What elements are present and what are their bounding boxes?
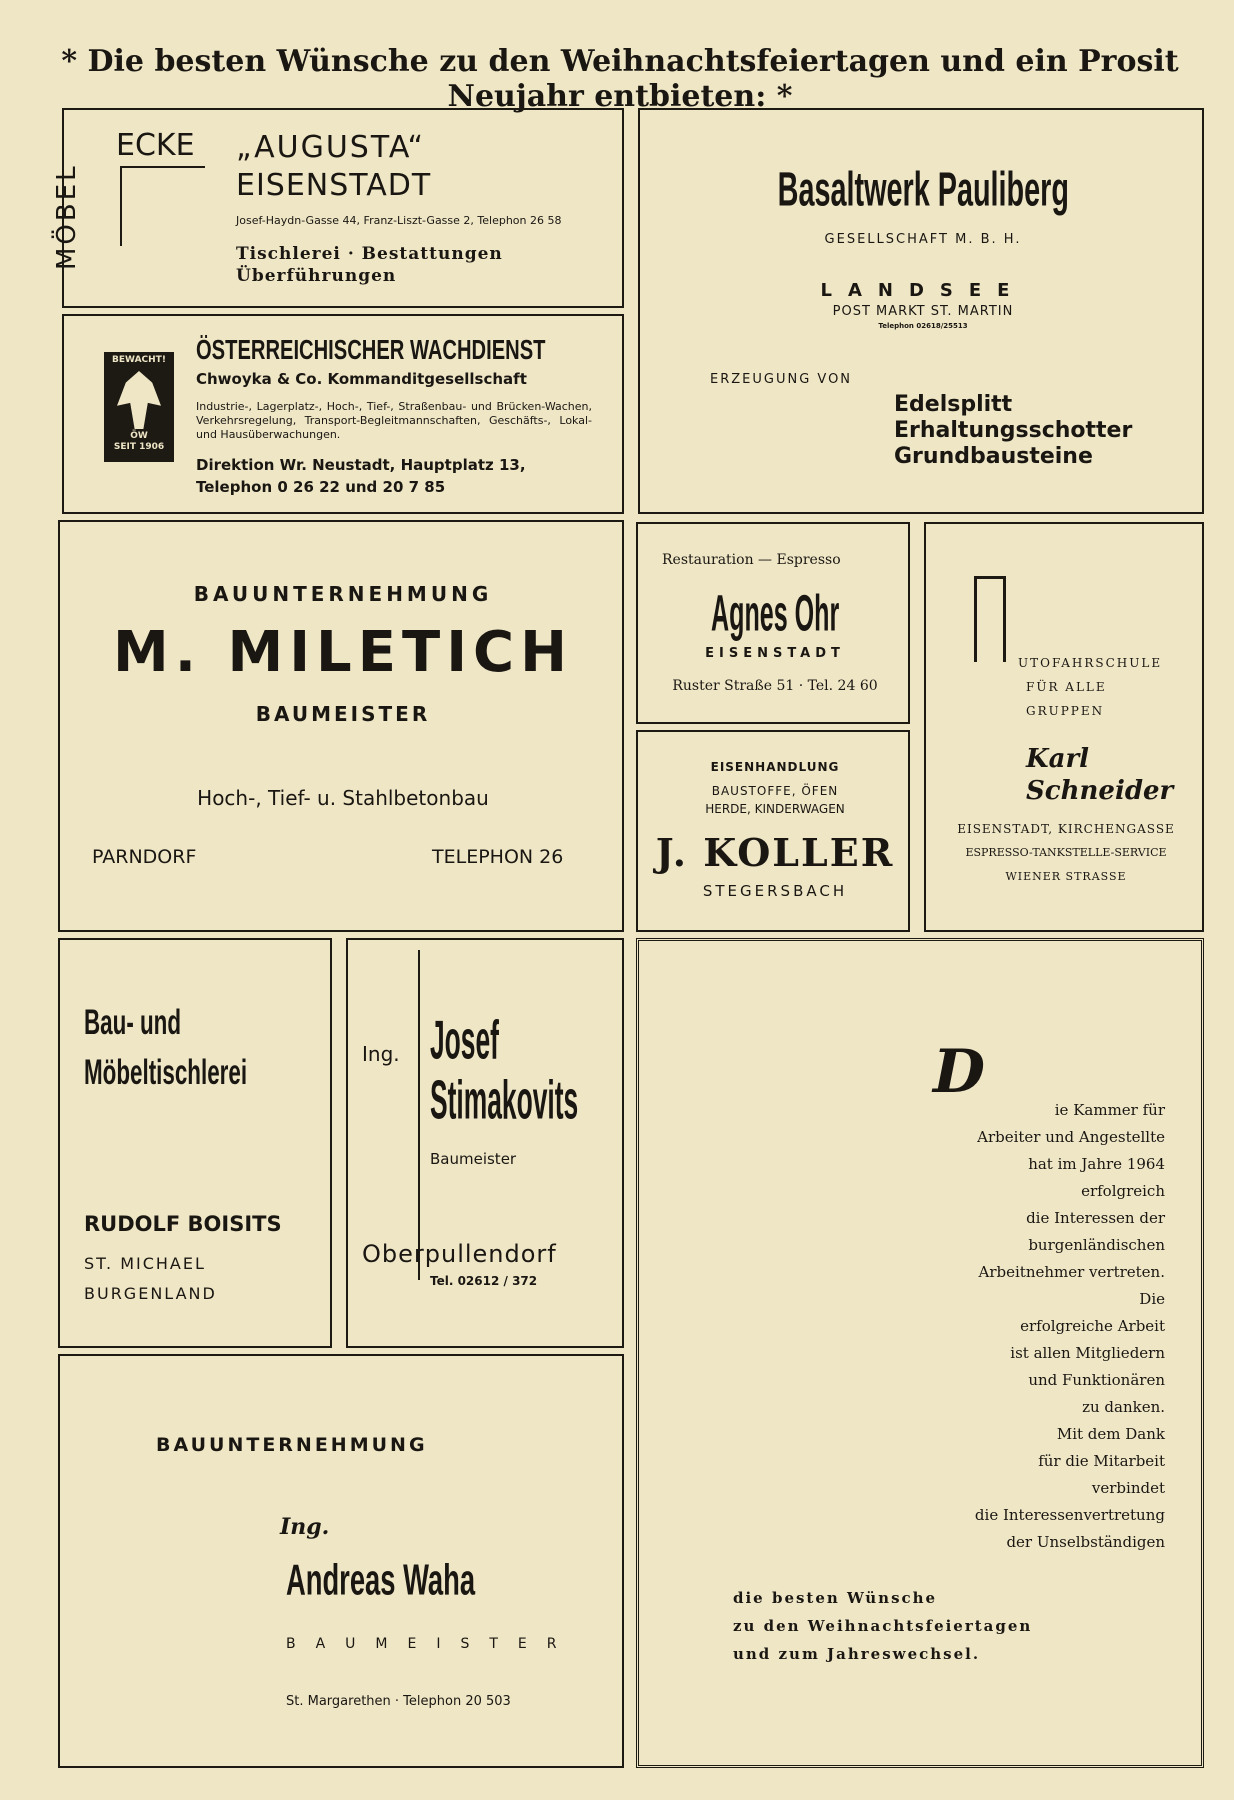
ohr-name: Agnes Ohr — [710, 586, 840, 643]
basalt-product-3: Grundbausteine — [894, 444, 1093, 469]
basalt-post: POST MARKT ST. MARTIN — [832, 304, 1014, 319]
stimakovits-first: Josef — [430, 1009, 499, 1071]
ornament-left: * — [61, 44, 78, 79]
stimakovits-first-wrap — [430, 1009, 545, 1072]
kammer-line: der Unselbständigen — [1006, 1533, 1165, 1551]
koller-type: EISENHANDLUNG — [710, 760, 840, 774]
waha-top: BAUUNTERNEHMUNG — [156, 1434, 428, 1456]
basalt-tel: Telephon 02618/25513 — [878, 322, 968, 330]
boisits-title-1-wrap — [84, 1004, 223, 1044]
basalt-erzeugung: ERZEUGUNG VON — [710, 372, 853, 387]
boisits-title-2-wrap — [84, 1054, 317, 1094]
kammer-closing-1: die besten Wünsche — [733, 1589, 938, 1607]
ad-boisits — [58, 938, 332, 1348]
augusta-rule-h — [120, 166, 205, 168]
kammer-line: Die — [1139, 1290, 1165, 1308]
kammer-line: Arbeiter und Angestellte — [977, 1128, 1165, 1146]
stimakovits-prefix: Ing. — [362, 1042, 400, 1066]
kammer-line: die Interessenvertretung — [974, 1506, 1165, 1524]
kammer-closing-2: zu den Weihnachtsfeiertagen — [733, 1617, 1033, 1635]
fahrschule-address: EISENSTADT, KIRCHENGASSE — [957, 822, 1175, 836]
badge-top: BEWACHT! — [112, 355, 166, 365]
basalt-company: GESELLSCHAFT M. B. H. — [824, 232, 1022, 247]
ad-miletich — [58, 520, 624, 932]
badge-bottom: SEIT 1906 — [113, 442, 165, 452]
basalt-place: LANDSEE — [820, 280, 1026, 301]
ad-fahrschule — [924, 522, 1204, 932]
ad-kammer — [636, 938, 1204, 1768]
stimakovits-title: Baumeister — [430, 1150, 517, 1168]
stimakovits-tel: Tel. 02612 / 372 — [430, 1274, 538, 1288]
kammer-line: Arbeitnehmer vertreten. — [978, 1263, 1165, 1281]
fahrschule-line-2: FÜR ALLE — [1026, 680, 1107, 694]
waha-name: Andreas Waha — [286, 1556, 476, 1606]
basalt-name: Basaltwerk Pauliberg — [777, 163, 1069, 217]
kammer-line: verbindet — [1091, 1479, 1165, 1497]
waha-address: St. Margarethen · Telephon 20 503 — [286, 1694, 511, 1709]
badge-letters: ÖW — [130, 431, 148, 441]
augusta-address: Josef-Haydn-Gasse 44, Franz-Liszt-Gasse 2, Telephon 26 58 — [236, 214, 562, 227]
kammer-line: ie Kammer für — [1054, 1101, 1165, 1119]
kammer-line: zu danken. — [1082, 1398, 1165, 1416]
miletich-top: BAUUNTERNEHMUNG — [193, 582, 493, 606]
waha-title: BAUMEISTER — [286, 1636, 577, 1652]
augusta-rule-v — [120, 166, 122, 246]
ad-stimakovits — [346, 938, 624, 1348]
header-text: Die besten Wünsche zu den Weihnachtsfeiertagen und ein Prosit Neujahr entbieten: — [87, 44, 1179, 114]
augusta-ecke: ECKE — [116, 128, 195, 163]
ad-wachdienst — [62, 314, 624, 514]
wachdienst-telephon: Telephon 0 26 22 und 20 7 85 — [196, 478, 446, 496]
kammer-line: für die Mitarbeit — [1038, 1452, 1165, 1470]
miletich-tel: TELEPHON 26 — [432, 846, 564, 868]
ad-koller — [636, 730, 910, 932]
augusta-city: EISENSTADT — [236, 168, 432, 203]
kammer-initial: D — [933, 1037, 986, 1107]
ad-agnes-ohr — [636, 522, 910, 724]
kammer-line: erfolgreiche Arbeit — [1020, 1317, 1165, 1335]
fahrschule-owner-2: Schneider — [1026, 776, 1174, 806]
kammer-line: Mit dem Dank — [1056, 1425, 1165, 1443]
ohr-type: Restauration — Espresso — [662, 552, 841, 568]
augusta-vertical-label: MÖBEL — [52, 163, 82, 270]
kammer-line: erfolgreich — [1081, 1182, 1165, 1200]
ohr-city: EISENSTADT — [705, 646, 845, 661]
fahrschule-line-3: GRUPPEN — [1026, 704, 1105, 718]
miletich-service: Hoch-, Tief- u. Stahlbetonbau — [197, 786, 489, 810]
wachdienst-title: ÖSTERREICHISCHER WACHDIENST — [196, 334, 546, 365]
augusta-services-2: Überführungen — [236, 266, 397, 286]
waha-name-wrap — [286, 1556, 549, 1610]
kammer-line: hat im Jahre 1964 — [1028, 1155, 1165, 1173]
koller-line-1: BAUSTOFFE, ÖFEN — [711, 784, 839, 798]
boisits-place-1: ST. MICHAEL — [84, 1254, 206, 1273]
wachdienst-badge — [104, 352, 174, 462]
basalt-product-1: Edelsplitt — [894, 392, 1013, 417]
fahrschule-line-1: UTOFAHRSCHULE — [1018, 656, 1163, 670]
ohr-address: Ruster Straße 51 · Tel. 24 60 — [672, 678, 878, 694]
wachdienst-subtitle: Chwoyka & Co. Kommanditgesellschaft — [196, 370, 527, 388]
ad-basaltwerk — [638, 108, 1204, 514]
kammer-line: ist allen Mitgliedern — [1010, 1344, 1165, 1362]
kammer-line: und Funktionären — [1028, 1371, 1165, 1389]
kammer-text — [745, 1097, 1165, 1556]
boisits-title-1: Bau- und — [84, 1002, 182, 1042]
fahrschule-letter-a — [974, 576, 1006, 662]
stimakovits-city: Oberpullendorf — [362, 1240, 557, 1268]
miletich-title: BAUMEISTER — [255, 702, 431, 726]
koller-city: STEGERSBACH — [702, 882, 848, 900]
augusta-name: „AUGUSTA“ — [236, 130, 426, 165]
page-header — [60, 44, 1180, 114]
ornament-right: * — [776, 79, 793, 114]
kammer-closing-3: und zum Jahreswechsel. — [733, 1645, 981, 1663]
stimakovits-rule — [418, 950, 420, 1280]
koller-name: J. KOLLER — [655, 830, 895, 875]
koller-line-2: HERDE, KINDERWAGEN — [705, 802, 845, 816]
kammer-line: die Interessen der — [1026, 1209, 1165, 1227]
wachdienst-direktion: Direktion Wr. Neustadt, Hauptplatz 13, — [196, 456, 526, 474]
kammer-line: burgenländischen — [1028, 1236, 1165, 1254]
wachdienst-description: Industrie-, Lagerplatz-, Hoch-, Tief-, Straßenbau- und Brücken-Wachen, Verkehrsregelung, Transport-Begleitmannschaften, Geschäfts-, Lokal- und Hausüberwachungen. — [196, 400, 592, 441]
fahrschule-street: WIENER STRASSE — [1005, 870, 1127, 883]
ad-waha — [58, 1354, 624, 1768]
miletich-name: M. MILETICH — [113, 620, 573, 685]
miletich-city: PARNDORF — [92, 846, 197, 868]
waha-prefix: Ing. — [280, 1514, 330, 1540]
stimakovits-last: Stimakovits — [430, 1069, 579, 1131]
fahrschule-services: ESPRESSO-TANKSTELLE-SERVICE — [965, 846, 1167, 859]
ad-augusta — [52, 108, 624, 308]
fahrschule-owner-1: Karl — [1026, 744, 1090, 774]
boisits-title-2: Möbeltischlerei — [84, 1052, 248, 1092]
boisits-name: RUDOLF BOISITS — [84, 1212, 282, 1236]
basalt-name-wrap — [640, 163, 1206, 228]
augusta-services-1: Tischlerei · Bestattungen — [236, 244, 503, 264]
basalt-product-2: Erhaltungsschotter — [894, 418, 1133, 443]
eagle-icon — [117, 371, 161, 429]
boisits-place-2: BURGENLAND — [84, 1284, 217, 1303]
